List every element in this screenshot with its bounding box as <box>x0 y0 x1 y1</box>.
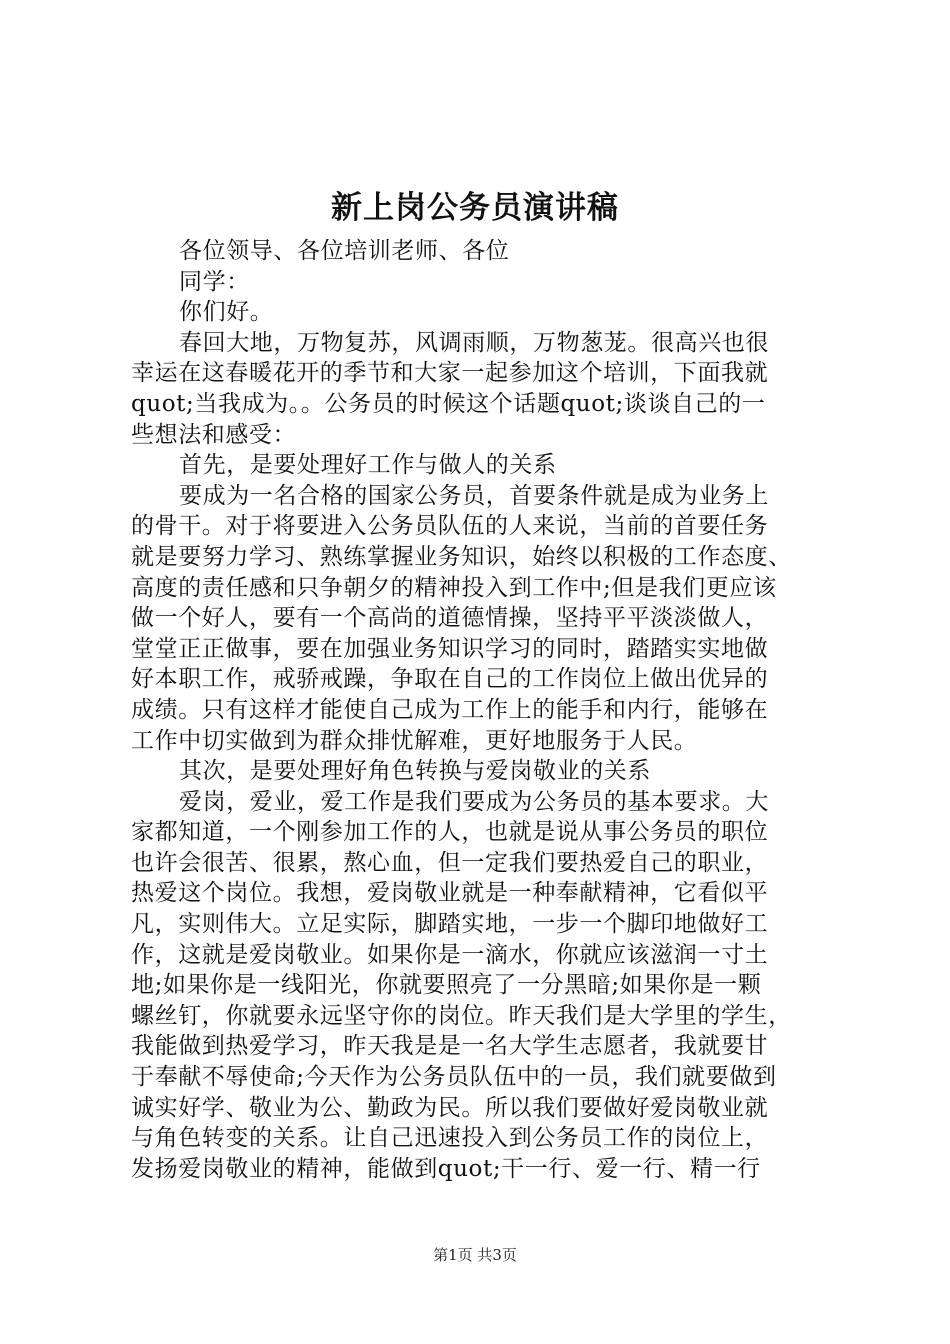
section-heading: 首先，是要处理好工作与做人的关系 <box>179 452 557 479</box>
text-line: 些想法和感受： <box>131 421 297 448</box>
text-line: 工作中切实做到为群众排忧解难，更好地服务于人民。 <box>131 727 698 754</box>
text-line: 地;如果你是一线阳光，你就要照亮了一分黑暗;如果你是一颗 <box>131 972 762 999</box>
text-line: 堂堂正正做事，要在加强业务知识学习的同时，踏踏实实地做 <box>131 635 769 662</box>
text-line: 同学： <box>179 268 250 295</box>
text-line: 螺丝钉，你就要永远坚守你的岗位。昨天我们是大学里的学生， <box>131 1002 792 1029</box>
text-line: 好本职工作，戒骄戒躁，争取在自己的工作岗位上做出优异的 <box>131 666 769 693</box>
text-line: 要成为一名合格的国家公务员，首要条件就是成为业务上 <box>179 482 769 509</box>
text-line: 也许会很苦、很累，熬心血，但一定我们要热爱自己的职业， <box>131 849 769 876</box>
text-line: 我能做到热爱学习，昨天我是是一名大学生志愿者，我就要甘 <box>131 1033 769 1060</box>
text-line: 诚实好学、敬业为公、勤政为民。所以我们要做好爱岗敬业就 <box>131 1094 769 1121</box>
document-title: 新上岗公务员演讲稿 <box>331 190 619 226</box>
text-line: 成绩。只有这样才能使自己成为工作上的能手和内行，能够在 <box>131 696 769 723</box>
text-line: quot;当我成为。。公务员的时候这个话题quot;谈谈自己的一 <box>131 390 766 417</box>
document-body <box>131 236 831 1184</box>
text-line: 各位领导、各位培训老师、各位 <box>179 238 510 264</box>
text-line: 春回大地，万物复苏，风调雨顺，万物葱茏。很高兴也很 <box>179 329 769 356</box>
text-line: 爱岗，爱业，爱工作是我们要成为公务员的基本要求。大 <box>179 788 769 815</box>
text-line: 于奉献不辱使命;今天作为公务员队伍中的一员，我们就要做到 <box>131 1064 777 1091</box>
text-line: 热爱这个岗位。我想，爱岗敬业就是一种奉献精神，它看似平 <box>131 880 769 907</box>
text-line: 做一个好人，要有一个高尚的道德情操，坚持平平淡淡做人， <box>131 605 769 632</box>
text-line: 高度的责任感和只争朝夕的精神投入到工作中;但是我们更应该 <box>131 574 777 601</box>
text-line: 作，这就是爱岗敬业。如果你是一滴水，你就应该滋润一寸土 <box>131 941 769 968</box>
section-heading: 其次，是要处理好角色转换与爱岗敬业的关系 <box>179 758 651 785</box>
text-line: 家都知道，一个刚参加工作的人，也就是说从事公务员的职位 <box>131 819 769 846</box>
text-line: 就是要努力学习、熟练掌握业务知识，始终以积极的工作态度、 <box>131 543 792 570</box>
page-footer: 第1页 共3页 <box>433 1246 517 1264</box>
text-line: 你们好。 <box>179 299 274 326</box>
text-line: 的骨干。对于将要进入公务员队伍的人来说，当前的首要任务 <box>131 513 769 540</box>
text-line: 与角色转变的关系。让自己迅速投入到公务员工作的岗位上， <box>131 1125 769 1152</box>
text-line: 发扬爱岗敬业的精神，能做到quot;干一行、爱一行、精一行 <box>131 1155 761 1182</box>
text-line: 凡，实则伟大。立足实际，脚踏实地，一步一个脚印地做好工 <box>131 911 769 938</box>
text-line: 幸运在这春暖花开的季节和大家一起参加这个培训，下面我就 <box>131 360 769 387</box>
